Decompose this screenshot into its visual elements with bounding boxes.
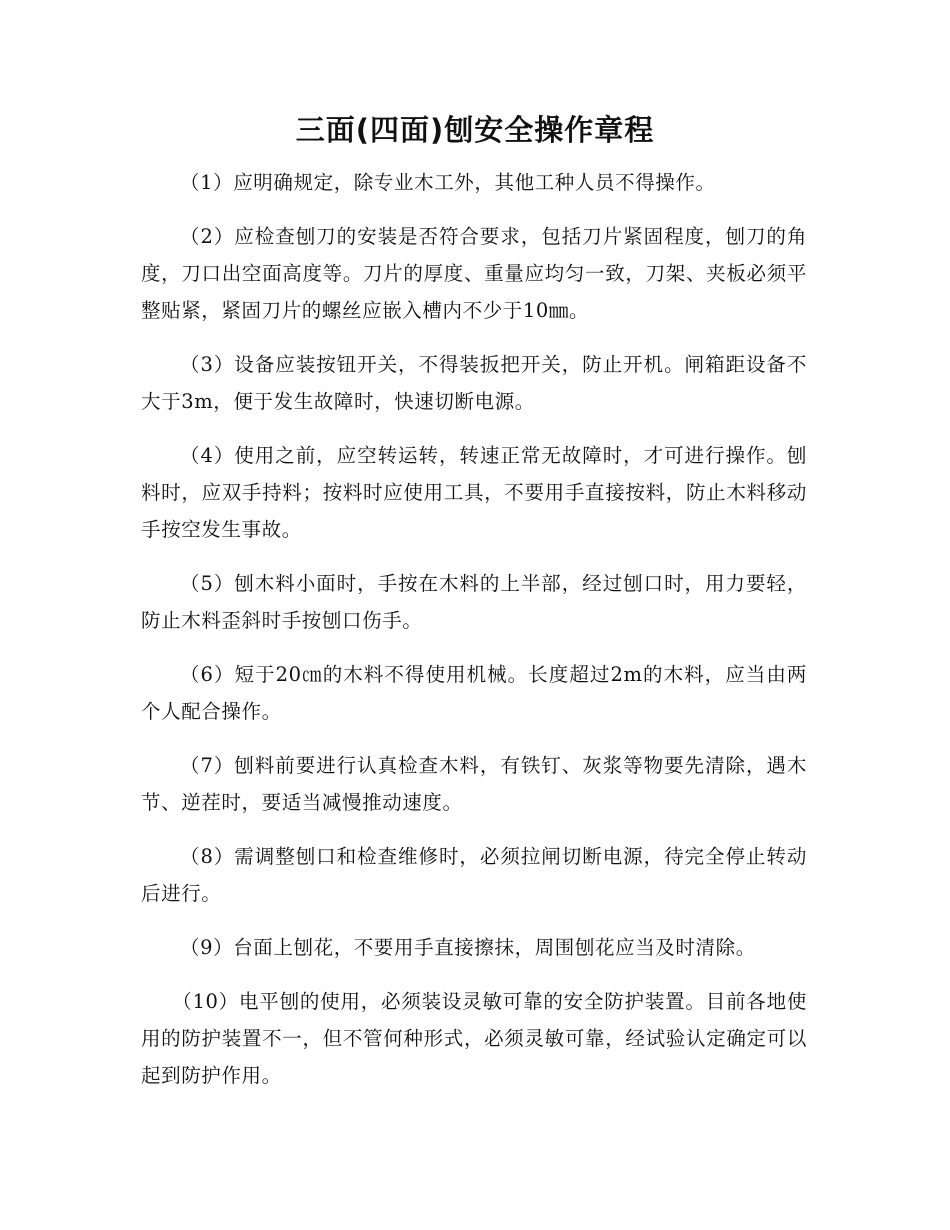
paragraph-2: （2）应检查刨刀的安装是否符合要求，包括刀片紧固程度，刨刀的角度，刀口出空面高度等。刀片的厚度、重量应均匀一致，刀架、夹板必须平整贴紧，紧固刀片的螺丝应嵌入槽内不少于10㎜。 bbox=[141, 225, 807, 322]
paragraph-7: （7）刨料前要进行认真检查木料，有铁钉、灰浆等物要先清除，遇木节、逆茬时，要适当减慢推动速度。 bbox=[141, 754, 807, 814]
paragraph-5: （5）刨木料小面时，手按在木料的上半部，经过刨口时，用力要轻，防止木料歪斜时手按刨口伤手。 bbox=[141, 572, 807, 632]
document-title: 三面(四面)刨安全操作章程 bbox=[295, 113, 655, 147]
paragraph-6: （6）短于20㎝的木料不得使用机械。长度超过2m的木料，应当由两个人配合操作。 bbox=[141, 663, 807, 723]
paragraph-3: （3）设备应装按钮开关，不得装扳把开关，防止开机。闸箱距设备不大于3m，便于发生故障时，快速切断电源。 bbox=[141, 353, 807, 413]
paragraph-10: （10）电平刨的使用，必须装设灵敏可靠的安全防护装置。目前各地使用的防护装置不一，但不管何种形式，必须灵敏可靠，经试验认定确定可以起到防护作用。 bbox=[141, 990, 807, 1087]
paragraph-4: （4）使用之前，应空转运转，转速正常无故障时，才可进行操作。刨料时，应双手持料；按料时应使用工具，不要用手直接按料，防止木料移动手按空发生事故。 bbox=[141, 444, 807, 541]
paragraph-9: （9）台面上刨花，不要用手直接擦抹，周围刨花应当及时清除。 bbox=[180, 936, 756, 959]
document-body bbox=[141, 164, 807, 1111]
paragraph-1: （1）应明确规定，除专业木工外，其他工种人员不得操作。 bbox=[180, 171, 716, 194]
paragraph-8: （8）需调整刨口和检查维修时，必须拉闸切断电源，待完全停止转动后进行。 bbox=[141, 845, 807, 905]
